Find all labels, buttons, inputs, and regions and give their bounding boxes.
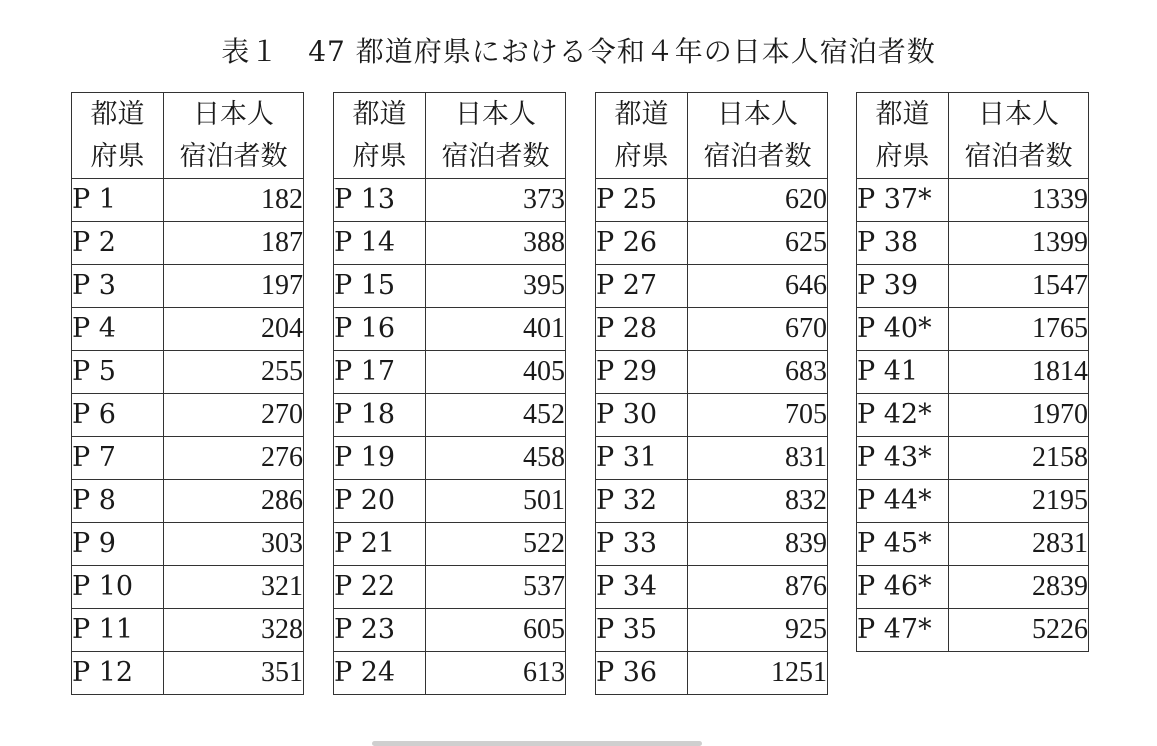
guest-count-cell: 2831 xyxy=(949,523,1089,566)
prefecture-cell: P 37* xyxy=(857,179,949,222)
table-row xyxy=(72,265,304,308)
guest-count-cell: 204 xyxy=(164,308,304,351)
table-row xyxy=(596,437,828,480)
prefecture-table-1 xyxy=(71,92,304,695)
prefecture-table-4 xyxy=(856,92,1089,652)
prefecture-cell: P 16 xyxy=(334,308,426,351)
table-row xyxy=(857,308,1089,351)
guest-count-cell: 276 xyxy=(164,437,304,480)
prefecture-table-2 xyxy=(333,92,566,695)
guest-count-cell: 876 xyxy=(688,566,828,609)
prefecture-cell: P 22 xyxy=(334,566,426,609)
table-row xyxy=(857,523,1089,566)
table-row xyxy=(596,222,828,265)
table-row xyxy=(72,652,304,695)
prefecture-cell: P 30 xyxy=(596,394,688,437)
prefecture-cell: P 7 xyxy=(72,437,164,480)
guest-count-cell: 2839 xyxy=(949,566,1089,609)
guest-count-cell: 1399 xyxy=(949,222,1089,265)
prefecture-cell: P 35 xyxy=(596,609,688,652)
prefecture-cell: P 23 xyxy=(334,609,426,652)
table-row xyxy=(72,394,304,437)
table-row xyxy=(72,480,304,523)
prefecture-cell: P 41 xyxy=(857,351,949,394)
guest-count-cell: 405 xyxy=(426,351,566,394)
table-row xyxy=(596,265,828,308)
guest-count-cell: 395 xyxy=(426,265,566,308)
prefecture-table-3 xyxy=(595,92,828,695)
table-row xyxy=(857,222,1089,265)
guest-count-cell: 613 xyxy=(426,652,566,695)
table-row xyxy=(334,480,566,523)
guest-count-cell: 705 xyxy=(688,394,828,437)
guest-count-cell: 831 xyxy=(688,437,828,480)
prefecture-cell: P 2 xyxy=(72,222,164,265)
table-row xyxy=(334,265,566,308)
prefecture-cell: P 40* xyxy=(857,308,949,351)
guest-count-cell: 351 xyxy=(164,652,304,695)
prefecture-cell: P 31 xyxy=(596,437,688,480)
guest-count-cell: 1547 xyxy=(949,265,1089,308)
prefecture-cell: P 28 xyxy=(596,308,688,351)
table-row xyxy=(596,566,828,609)
table-row xyxy=(72,308,304,351)
guest-count-cell: 452 xyxy=(426,394,566,437)
table-row xyxy=(334,652,566,695)
prefecture-cell: P 19 xyxy=(334,437,426,480)
guest-count-cell: 373 xyxy=(426,179,566,222)
guest-count-cell: 328 xyxy=(164,609,304,652)
table-row xyxy=(72,566,304,609)
guest-count-cell: 1251 xyxy=(688,652,828,695)
table-row xyxy=(596,179,828,222)
guest-count-cell: 1339 xyxy=(949,179,1089,222)
prefecture-cell: P 8 xyxy=(72,480,164,523)
table-row xyxy=(596,351,828,394)
table-row xyxy=(334,566,566,609)
header-prefecture: 都道 府県 xyxy=(857,93,949,179)
table-row xyxy=(857,609,1089,652)
table-row xyxy=(334,351,566,394)
prefecture-cell: P 6 xyxy=(72,394,164,437)
prefecture-cell: P 5 xyxy=(72,351,164,394)
guest-count-cell: 925 xyxy=(688,609,828,652)
header-prefecture: 都道 府県 xyxy=(72,93,164,179)
prefecture-cell: P 13 xyxy=(334,179,426,222)
guest-count-cell: 286 xyxy=(164,480,304,523)
guest-count-cell: 1814 xyxy=(949,351,1089,394)
header-guest-count: 日本人 宿泊者数 xyxy=(949,93,1089,179)
table-row xyxy=(596,394,828,437)
guest-count-cell: 670 xyxy=(688,308,828,351)
header-prefecture: 都道 府県 xyxy=(596,93,688,179)
prefecture-cell: P 10 xyxy=(72,566,164,609)
guest-count-cell: 388 xyxy=(426,222,566,265)
table-row xyxy=(596,523,828,566)
table-row xyxy=(596,308,828,351)
scroll-indicator xyxy=(372,741,702,746)
guest-count-cell: 1970 xyxy=(949,394,1089,437)
table-row xyxy=(334,179,566,222)
prefecture-cell: P 11 xyxy=(72,609,164,652)
guest-count-cell: 1765 xyxy=(949,308,1089,351)
table-row xyxy=(72,609,304,652)
table-row xyxy=(596,652,828,695)
guest-count-cell: 401 xyxy=(426,308,566,351)
prefecture-cell: P 12 xyxy=(72,652,164,695)
prefecture-cell: P 27 xyxy=(596,265,688,308)
table-row xyxy=(596,609,828,652)
prefecture-cell: P 3 xyxy=(72,265,164,308)
table-row xyxy=(857,566,1089,609)
prefecture-cell: P 21 xyxy=(334,523,426,566)
prefecture-cell: P 9 xyxy=(72,523,164,566)
prefecture-cell: P 14 xyxy=(334,222,426,265)
prefecture-cell: P 1 xyxy=(72,179,164,222)
guest-count-cell: 605 xyxy=(426,609,566,652)
guest-count-cell: 537 xyxy=(426,566,566,609)
prefecture-cell: P 17 xyxy=(334,351,426,394)
prefecture-cell: P 46* xyxy=(857,566,949,609)
prefecture-cell: P 45* xyxy=(857,523,949,566)
prefecture-cell: P 43* xyxy=(857,437,949,480)
table-row xyxy=(334,394,566,437)
header-guest-count: 日本人 宿泊者数 xyxy=(164,93,304,179)
table-row xyxy=(857,351,1089,394)
table-row xyxy=(857,480,1089,523)
table-row xyxy=(334,222,566,265)
guest-count-cell: 321 xyxy=(164,566,304,609)
guest-count-cell: 2195 xyxy=(949,480,1089,523)
prefecture-cell: P 24 xyxy=(334,652,426,695)
guest-count-cell: 501 xyxy=(426,480,566,523)
guest-count-cell: 458 xyxy=(426,437,566,480)
guest-count-cell: 197 xyxy=(164,265,304,308)
table-row xyxy=(334,437,566,480)
prefecture-cell: P 42* xyxy=(857,394,949,437)
prefecture-cell: P 25 xyxy=(596,179,688,222)
guest-count-cell: 187 xyxy=(164,222,304,265)
guest-count-cell: 5226 xyxy=(949,609,1089,652)
table-row xyxy=(857,437,1089,480)
prefecture-cell: P 39 xyxy=(857,265,949,308)
table-row xyxy=(334,523,566,566)
guest-count-cell: 620 xyxy=(688,179,828,222)
table-row xyxy=(72,222,304,265)
prefecture-cell: P 15 xyxy=(334,265,426,308)
table-row xyxy=(857,179,1089,222)
guest-count-cell: 255 xyxy=(164,351,304,394)
table-row xyxy=(334,308,566,351)
prefecture-cell: P 20 xyxy=(334,480,426,523)
prefecture-cell: P 36 xyxy=(596,652,688,695)
guest-count-cell: 182 xyxy=(164,179,304,222)
header-prefecture: 都道 府県 xyxy=(334,93,426,179)
guest-count-cell: 522 xyxy=(426,523,566,566)
header-guest-count: 日本人 宿泊者数 xyxy=(688,93,828,179)
table-row xyxy=(72,179,304,222)
guest-count-cell: 832 xyxy=(688,480,828,523)
guest-count-cell: 683 xyxy=(688,351,828,394)
table-row xyxy=(857,265,1089,308)
guest-count-cell: 303 xyxy=(164,523,304,566)
prefecture-cell: P 44* xyxy=(857,480,949,523)
prefecture-cell: P 34 xyxy=(596,566,688,609)
prefecture-cell: P 4 xyxy=(72,308,164,351)
table-row xyxy=(596,480,828,523)
table-row xyxy=(72,351,304,394)
prefecture-cell: P 26 xyxy=(596,222,688,265)
table-row xyxy=(334,609,566,652)
table-row xyxy=(72,437,304,480)
guest-count-cell: 270 xyxy=(164,394,304,437)
prefecture-cell: P 29 xyxy=(596,351,688,394)
header-guest-count: 日本人 宿泊者数 xyxy=(426,93,566,179)
table-title: 表１ 47 都道府県における令和４年の日本人宿泊者数 xyxy=(221,35,936,68)
prefecture-cell: P 38 xyxy=(857,222,949,265)
guest-count-cell: 839 xyxy=(688,523,828,566)
table-row xyxy=(857,394,1089,437)
guest-count-cell: 646 xyxy=(688,265,828,308)
guest-count-cell: 2158 xyxy=(949,437,1089,480)
prefecture-cell: P 33 xyxy=(596,523,688,566)
guest-count-cell: 625 xyxy=(688,222,828,265)
prefecture-cell: P 18 xyxy=(334,394,426,437)
table-row xyxy=(72,523,304,566)
prefecture-cell: P 47* xyxy=(857,609,949,652)
prefecture-cell: P 32 xyxy=(596,480,688,523)
